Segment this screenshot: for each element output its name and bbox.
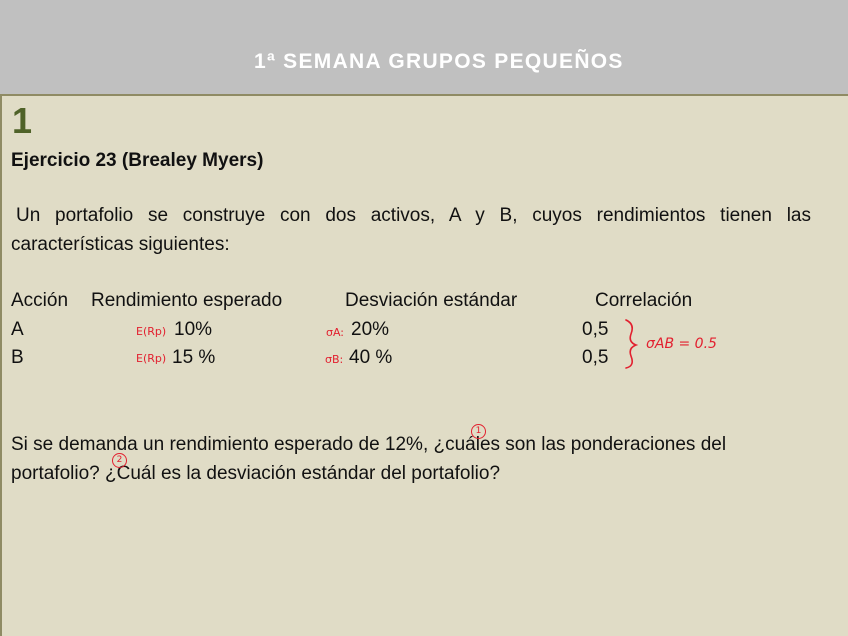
table-header-desviacion: Desviación estándar: [345, 290, 518, 311]
ink-sigma-a: σA:: [326, 326, 345, 339]
intro-paragraph: Un portafolio se construye con dos activos, A y B, cuyos rendimientos tienen las características siguientes:: [11, 205, 811, 255]
exercise-title: Ejercicio 23 (Brealey Myers): [11, 150, 264, 171]
question-paragraph: Si se demanda un rendimiento esperado de 12%, ¿cuáles son las ponderaciones del portafolio? ¿Cuál es la desviación estándar del portafolio?: [11, 434, 727, 484]
table-row-b-accion: B: [11, 347, 24, 368]
header-title: 1ª SEMANA GRUPOS PEQUEÑOS: [254, 50, 624, 73]
ink-question-mark-1: 1: [471, 424, 486, 439]
ink-sigma-b: σB:: [325, 353, 344, 366]
table-header-rendimiento: Rendimiento esperado: [91, 290, 283, 311]
table-header-accion: Acción: [11, 290, 69, 311]
table-row-b-desviacion: 40 %: [349, 347, 393, 368]
ink-correlation-note: σAB = 0.5: [646, 336, 717, 352]
table-row-a-correlacion: 0,5: [582, 319, 609, 340]
ink-curly-brace: [620, 318, 644, 370]
table-header-correlacion: Correlación: [595, 290, 693, 311]
content-left-border: [0, 96, 2, 636]
table-row-a-accion: A: [11, 319, 24, 340]
header-bar: [0, 0, 848, 94]
table-row-a-rendimiento: 10%: [174, 319, 213, 340]
header-divider: [0, 94, 848, 96]
table-row-a-desviacion: 20%: [351, 319, 390, 340]
ink-expected-return-b: E(Rp): [136, 352, 167, 365]
table-row-b-correlacion: 0,5: [582, 347, 609, 368]
slide-number: 1: [12, 100, 33, 141]
ink-expected-return-a: E(Rp): [136, 325, 167, 338]
table-row-b-rendimiento: 15 %: [172, 347, 216, 368]
ink-question-mark-2: 2: [112, 453, 127, 468]
